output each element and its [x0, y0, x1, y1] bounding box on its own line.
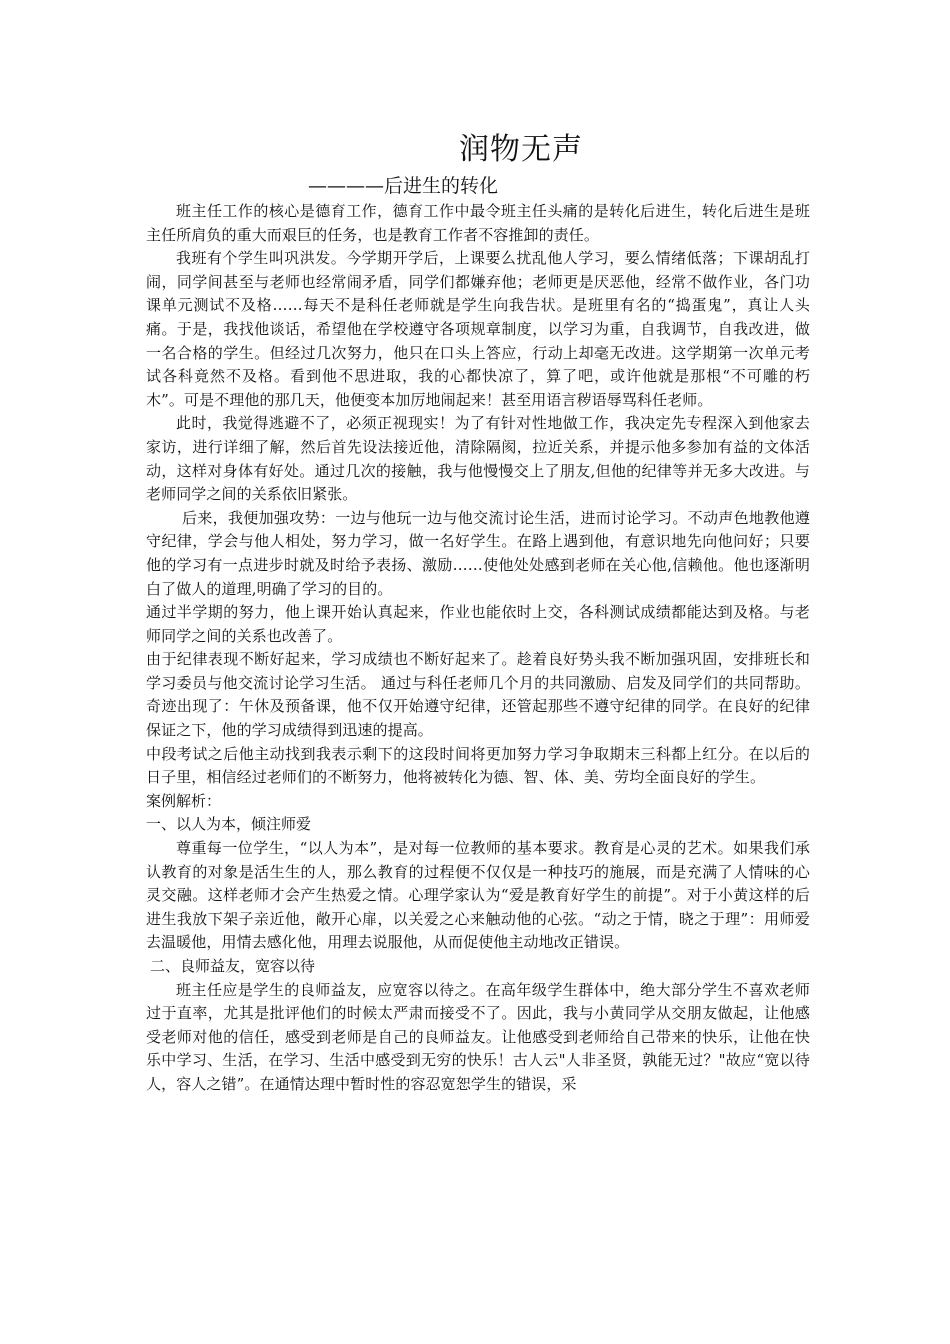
- paragraph-student-background: 我班有个学生叫巩洪发。今学期开学后，上课要么扰乱他人学习，要么情绪低落；下课胡乱打闹，同学间甚至与老师也经常闹矛盾，同学们都嫌弃他；老师更是厌恶他，经常不做作业，各门功课单元测试不及格……每天不是科任老师就是学生向我告状。是班里有名的“捣蛋鬼”，真让人头痛。于是，我找他谈话，希望他在学校遵守各项规章制度，以学习为重，自我调节，自我改进，做一名合格的学生。但经过几次努力，他只在口头上答应，行动上却毫无改进。这学期第一次单元考试各科竟然不及格。看到他不思进取，我的心都快凉了，算了吧，或许他就是那根“不可雕的朽木”。可是不理他的那几天，他便变本加厉地闹起来！甚至用语言秽语辱骂科任老师。: [146, 249, 810, 409]
- paragraph-discipline: 由于纪律表现不断好起来，学习成绩也不断好起来了。趁着良好势头我不断加强巩固，安排班长和学习委员与他交流讨论学习生活。 通过与科任老师几个月的共同激励、启发及同学们的共同帮助。奇迹出现了：午休及预备课，他不仅开始遵守纪律，还管起那些不遵守纪律的同学。在良好的纪律保证之下，他的学习成绩得到迅速的提高。: [146, 650, 810, 740]
- analysis-label: 案例解析：: [146, 791, 222, 810]
- document-page: [146, 128, 810, 1097]
- paragraph-half-semester: 通过半学期的努力，他上课开始认真起来，作业也能依时上交，各科测试成绩都能达到及格。与老师同学之间的关系也改善了。: [146, 603, 810, 645]
- document-title: 润物无声: [459, 132, 583, 167]
- section2-heading: 二、良师益友，宽容以待: [150, 957, 316, 975]
- paragraph-strengthen: 后来，我便加强攻势：一边与他玩一边与他交流讨论生活，进而讨论学习。不动声色地教他遵守纪律，学会与他人相处，努力学习，做一名好学生。在路上遇到他，有意识地先向他问好；只要他的学习有一点进步时就及时给予表扬、激励……使他处处感到老师在关心他,信赖他。他也逐渐明白了做人的道理,明确了学习的目的。: [146, 508, 810, 598]
- section1-body: 尊重每一位学生，“以人为本”，是对每一位教师的基本要求。教育是心灵的艺术。如果我们承认教育的对象是活生生的人，那么教育的过程便不仅仅是一种技巧的施展，而是充满了人情味的心灵交融。这样老师才会产生热爱之情。心理学家认为“爱是教育好学生的前提”。对于小黄这样的后进生我放下架子亲近他，敞开心扉，以关爱之心来触动他的心弦。“动之于情，晓之于理”：用师爱去温暖他，用情去感化他，用理去说服他，从而促使他主动地改正错误。: [146, 839, 810, 952]
- paragraph-midterm: 中段考试之后他主动找到我表示剩下的这段时间将更加努力学习争取期末三科都上红分。在以后的日子里，相信经过老师们的不断努力，他将被转化为德、智、体、美、劳均全面良好的学生。: [146, 744, 810, 787]
- paragraph-home-visit: 此时，我觉得逃避不了，必须正视现实！为了有针对性地做工作，我决定先专程深入到他家去家访，进行详细了解，然后首先设法接近他，清除隔阂，拉近关系，并提示他多参加有益的文体活动，这样对身体有好处。通过几次的接触，我与他慢慢交上了朋友,但他的纪律等并无多大改进。与老师同学之间的关系依旧紧张。: [146, 414, 810, 504]
- document-subtitle: ————后进生的转化: [308, 175, 499, 197]
- section1-heading: 一、以人为本，倾注师爱: [146, 815, 312, 834]
- section2-body: 班主任应是学生的良师益友，应宽容以待之。在高年级学生群体中，绝大部分学生不喜欢老师过于直率，尤其是批评他们的时候太严肃而接受不了。因此，我与小黄同学从交朋友做起，让他感受老师对他的信任，感受到老师是自己的良师益友。让他感受到老师给自己带来的快乐，让他在快乐中学习、生活，在学习、生活中感受到无穷的快乐！古人云"人非圣贤，孰能无过？"故应“宽以待人，容人之错”。在通情达理中暂时性的容忍宽恕学生的错误，采: [146, 980, 810, 1093]
- paragraph-intro: 班主任工作的核心是德育工作，德育工作中最令班主任头痛的是转化后进生，转化后进生是班主任所肩负的重大而艰巨的任务，也是教育工作者不容推卸的责任。: [146, 202, 810, 244]
